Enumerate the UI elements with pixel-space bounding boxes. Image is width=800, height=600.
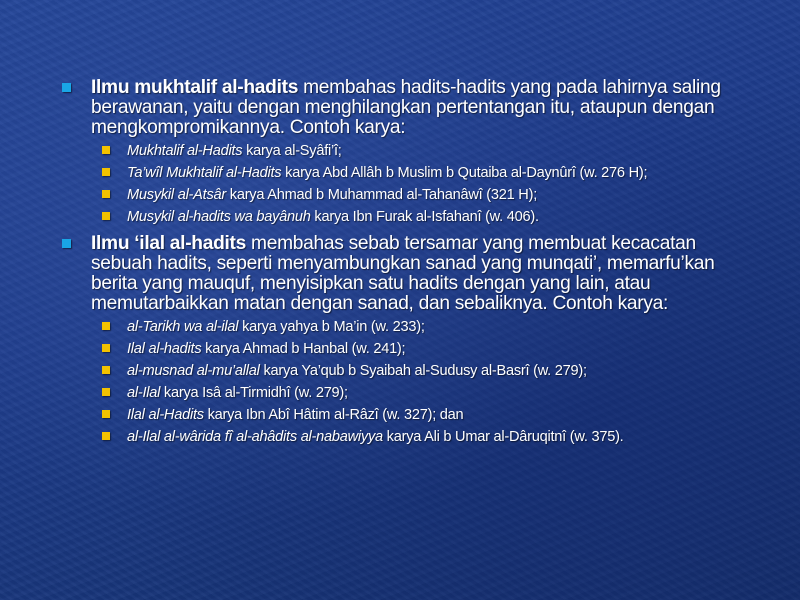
- bullet-item-mukhtalif: [62, 78, 760, 138]
- sub-item: [62, 162, 760, 184]
- work-title: Musykil al-Atsâr: [127, 187, 226, 203]
- item-text: membahas hadits-hadits yang pada lahirnya saling berawanan, yaitu dengan menghilangkan pertentangan itu, ataupun dengan mengkompromikannya. Contoh karya:: [91, 77, 721, 138]
- square-bullet-icon: [102, 366, 110, 374]
- work-title: al-Ilal al-wârida fî al-ahâdits al-nabawiyya: [127, 429, 383, 445]
- work-title: Ilal al-hadits: [127, 341, 202, 357]
- square-bullet-icon: [102, 146, 110, 154]
- sub-item: [62, 382, 760, 404]
- square-bullet-icon: [62, 239, 71, 248]
- work-title: Musykil al-hadits wa bayânuh: [127, 209, 311, 225]
- sub-list-ilal: [62, 316, 760, 448]
- sub-item: [62, 426, 760, 448]
- square-bullet-icon: [102, 190, 110, 198]
- item-term: Ilmu mukhtalif al-hadits: [91, 77, 299, 98]
- work-title: al-Tarikh wa al-ilal: [127, 319, 239, 335]
- sub-item: [62, 360, 760, 382]
- square-bullet-icon: [102, 168, 110, 176]
- work-author: karya Ibn Abî Hâtim al-Râzî (w. 327); dan: [203, 407, 464, 423]
- square-bullet-icon: [102, 410, 110, 418]
- square-bullet-icon: [62, 83, 71, 92]
- work-author: karya Ahmad b Hanbal (w. 241);: [201, 341, 406, 357]
- square-bullet-icon: [102, 322, 110, 330]
- square-bullet-icon: [102, 432, 110, 440]
- work-author: karya Ahmad b Muhammad al-Tahanâwî (321 H);: [225, 187, 538, 203]
- work-author: karya al-Syâfi’î;: [242, 143, 342, 159]
- square-bullet-icon: [102, 212, 110, 220]
- work-title: al-Ilal: [127, 385, 161, 401]
- sub-item: [62, 316, 760, 338]
- sub-item: [62, 206, 760, 228]
- sub-item: [62, 404, 760, 426]
- work-author: karya yahya b Ma’in (w. 233);: [238, 319, 425, 335]
- work-author: karya Abd Allâh b Muslim b Qutaiba al-Daynûrî (w. 276 H);: [281, 165, 648, 181]
- work-author: karya Ali b Umar al-Dâruqitnî (w. 375).: [382, 429, 624, 445]
- work-title: Ta’wîl Mukhtalif al-Hadits: [127, 165, 282, 181]
- square-bullet-icon: [102, 344, 110, 352]
- work-author: karya Ibn Furak al-Isfahanî (w. 406).: [310, 209, 539, 225]
- work-author: karya Ya’qub b Syaibah al-Sudusy al-Basrî (w. 279);: [259, 363, 587, 379]
- sub-item: [62, 140, 760, 162]
- work-author: karya Isâ al-Tirmidhî (w. 279);: [160, 385, 348, 401]
- work-title: Ilal al-Hadits: [127, 407, 204, 423]
- item-text: membahas sebab tersamar yang membuat kecacatan sebuah hadits, seperti menyambungkan sanad yang munqati’, memarfu’kan berita yang mauquf, menyisipkan satu hadits dengan yang lain, atau memutarbaikkan matan dengan sanad, dan sebaliknya. Contoh karya:: [91, 233, 715, 314]
- item-term: Ilmu ‘ilal al-hadits: [91, 233, 246, 254]
- work-title: al-musnad al-mu’allal: [127, 363, 260, 379]
- bullet-item-ilal: [62, 234, 760, 314]
- square-bullet-icon: [102, 388, 110, 396]
- sub-item: [62, 184, 760, 206]
- work-title: Mukhtalif al-Hadits: [127, 143, 243, 159]
- sub-list-mukhtalif: [62, 140, 760, 228]
- sub-item: [62, 338, 760, 360]
